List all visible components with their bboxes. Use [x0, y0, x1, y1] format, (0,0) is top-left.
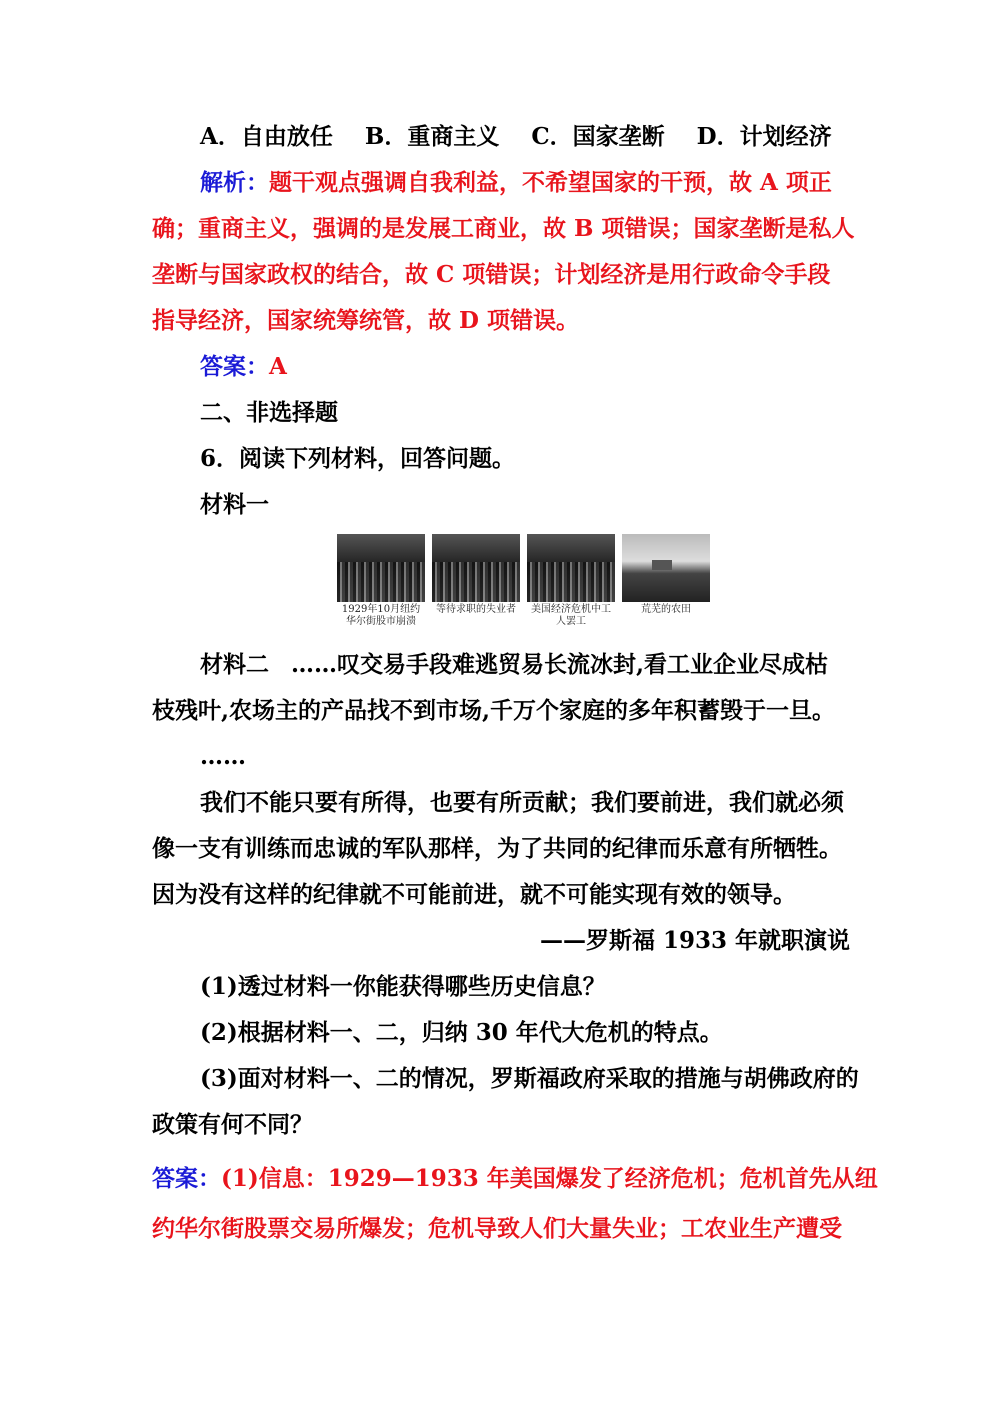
option-c: C．国家垄断	[531, 123, 665, 150]
answer-1-label: 答案：	[200, 353, 269, 380]
photo-barren-field-image	[622, 534, 710, 602]
analysis-text-1: 题干观点强调自我利益，不希望国家的干预，故 A 项正	[269, 169, 832, 196]
option-d: D．计划经济	[696, 123, 832, 150]
analysis-line-4: 指导经济，国家统筹统管，故 D 项错误。	[152, 307, 579, 334]
photo-stock-crash	[337, 534, 425, 630]
photo-unemployed	[432, 534, 520, 630]
analysis-label: 解析：	[200, 169, 269, 196]
material-2-line-1	[200, 642, 850, 688]
photo-unemployed-image	[432, 534, 520, 602]
answer-1-value: A	[269, 353, 287, 380]
photo-caption: 荒芜的农田	[641, 604, 691, 615]
answer-2-line-1	[152, 1156, 878, 1202]
section-title: 二、非选择题	[200, 399, 338, 426]
material-2-text-1: ……叹交易手段难逃贸易长流冰封,看工业企业尽成枯	[291, 651, 829, 678]
question-3-line-1: (3)面对材料一、二的情况，罗斯福政府采取的措施与胡佛政府的	[200, 1065, 859, 1092]
material-2-line-3: 我们不能只要有所得，也要有所贡献；我们要前进，我们就必须	[200, 789, 844, 816]
material-2-label: 材料二	[200, 651, 269, 678]
material-2-line-5: 因为没有这样的纪律就不可能前进，就不可能实现有效的领导。	[152, 881, 796, 908]
answer-1	[200, 344, 850, 390]
analysis-line-1	[200, 160, 850, 206]
material-1-label: 材料一	[200, 491, 269, 518]
photo-strike	[527, 534, 615, 630]
material-2-source: ——罗斯福 1933 年就职演说	[539, 927, 850, 954]
material-2-line-4: 像一支有训练而忠诚的军队那样，为了共同的纪律而乐意有所牺牲。	[152, 835, 842, 862]
choice-options	[200, 114, 850, 160]
option-b: B．重商主义	[364, 123, 500, 150]
photo-caption: 美国经济危机中工人罢工	[531, 604, 611, 627]
question-1: (1)透过材料一你能获得哪些历史信息？	[200, 973, 606, 1000]
question-6: 6．阅读下列材料，回答问题。	[200, 445, 516, 472]
photo-barren-field	[622, 534, 710, 630]
material-2-line-2: 枝残叶,农场主的产品找不到市场,千万个家庭的多年积蓄毁于一旦。	[152, 697, 836, 724]
answer-2-label: 答案：	[152, 1165, 221, 1192]
answer-2-text-1: (1)信息：1929—1933 年美国爆发了经济危机；危机首先从纽	[221, 1165, 878, 1192]
material-1-photos	[337, 534, 712, 630]
option-a: A．自由放任	[200, 123, 333, 150]
analysis-line-3: 垄断与国家政权的结合，故 C 项错误；计划经济是用行政命令手段	[152, 261, 831, 288]
answer-2-line-2: 约华尔街股票交易所爆发；危机导致人们大量失业；工农业生产遭受	[152, 1215, 842, 1242]
question-3-line-2: 政策有何不同？	[152, 1111, 313, 1138]
material-2-ellipsis: ……	[200, 743, 246, 770]
photo-strike-image	[527, 534, 615, 602]
analysis-line-2: 确；重商主义，强调的是发展工商业，故 B 项错误；国家垄断是私人	[152, 215, 855, 242]
photo-stock-crash-image	[337, 534, 425, 602]
photo-caption: 等待求职的失业者	[436, 604, 516, 615]
question-2: (2)根据材料一、二，归纳 30 年代大危机的特点。	[200, 1019, 723, 1046]
photo-caption: 1929年10月纽约华尔街股市崩溃	[341, 604, 421, 627]
